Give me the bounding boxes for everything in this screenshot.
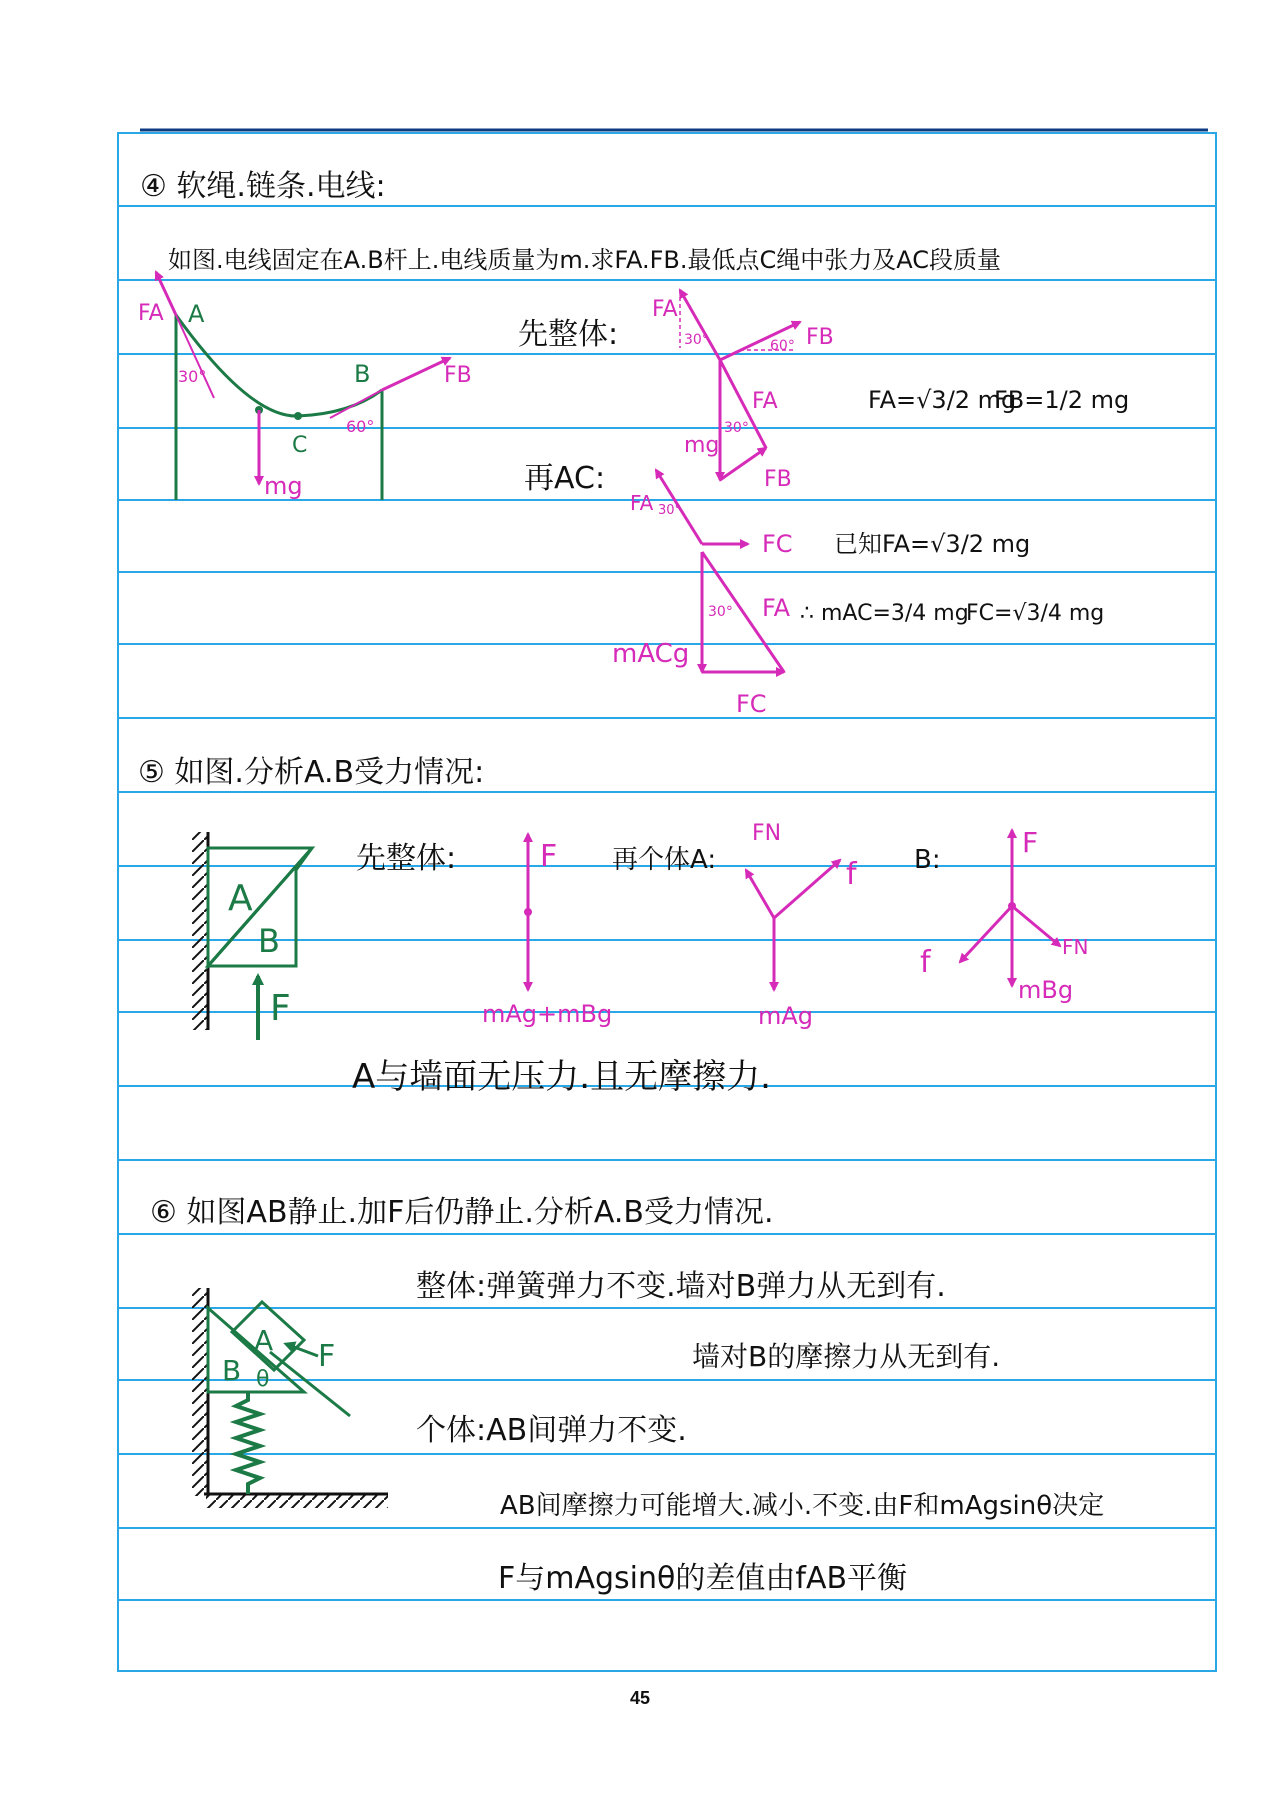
label-a: A (188, 300, 205, 328)
s4-result-fb: FB=1/2 mg (994, 386, 1130, 414)
s6-line1: 整体:弹簧弹力不变.墙对B弹力从无到有. (416, 1269, 946, 1304)
s4-ac-diagram (612, 470, 793, 718)
s6-figure (192, 1288, 388, 1508)
svg-text:FN: FN (752, 821, 782, 846)
arrow-fb (382, 358, 450, 390)
s5-B-diagram (920, 826, 1088, 1004)
s4-known: 已知FA=√3/2 mg (834, 530, 1031, 558)
svg-text:FC: FC (762, 530, 793, 558)
svg-text:B: B (258, 922, 280, 960)
s6-line3: 个体:AB间弹力不变. (416, 1413, 687, 1448)
s5-conclusion: A与墙面无压力.且无摩擦力. (352, 1057, 771, 1097)
s6-line4: AB间摩擦力可能增大.减小.不变.由F和mAgsinθ决定 (500, 1491, 1105, 1521)
label-60: 60° (346, 417, 375, 436)
svg-text:B: B (222, 1354, 242, 1387)
svg-text:FB: FB (764, 467, 792, 492)
s4-result-mac: ∴ mAC=3/4 mg (800, 601, 969, 626)
svg-text:FC: FC (736, 690, 767, 718)
svg-text:FA: FA (652, 297, 678, 322)
svg-text:F: F (1022, 826, 1039, 859)
s5-figure (192, 832, 312, 1040)
svg-text:FA: FA (752, 389, 778, 414)
s4-whole-label: 先整体: (518, 317, 619, 352)
tangent-b (330, 390, 382, 418)
svg-text:f: f (920, 945, 931, 980)
svg-text:30°: 30° (708, 604, 733, 620)
s4-heading: ④ 软绳.链条.电线: (140, 169, 386, 204)
point-c (294, 412, 302, 420)
svg-text:30°: 30° (724, 420, 749, 436)
s6-line2: 墙对B的摩擦力从无到有. (692, 1340, 1001, 1373)
s4-result-fa: FA=√3/2 mg (868, 386, 1017, 414)
svg-text:f: f (846, 857, 857, 892)
svg-text:A: A (228, 878, 253, 919)
label-fa: FA (138, 301, 164, 326)
s4-result-fc: FC=√3/4 mg (966, 601, 1105, 626)
svg-text:60°: 60° (770, 338, 795, 354)
s5-B-label: B: (914, 845, 941, 875)
page-number: 45 (629, 1688, 651, 1708)
s4-problem: 如图.电线固定在A.B杆上.电线质量为m.求FA.FB.最低点C绳中张力及AC段质量 (168, 246, 1001, 274)
cable-curve (176, 315, 382, 416)
svg-text:FA: FA (630, 491, 654, 515)
label-b: B (354, 360, 371, 388)
svg-text:mg: mg (684, 433, 720, 458)
svg-text:FN: FN (1062, 935, 1089, 959)
svg-text:F: F (540, 839, 558, 874)
svg-text:FB: FB (806, 325, 834, 350)
s4-ac-label: 再AC: (524, 461, 606, 496)
svg-text:FA: FA (762, 594, 791, 622)
s4-whole-diagram (652, 290, 834, 492)
svg-text:A: A (254, 1324, 274, 1357)
s5-whole-label: 先整体: (356, 841, 457, 876)
s4-cable-figure (138, 272, 472, 500)
svg-text:mAg: mAg (758, 1002, 814, 1030)
s6-line5: F与mAgsinθ的差值由fAB平衡 (498, 1561, 908, 1596)
s5-whole-diagram (482, 834, 612, 1028)
svg-text:mBg: mBg (1018, 976, 1074, 1004)
s6-heading: ⑥ 如图AB静止.加F后仍静止.分析A.B受力情况. (150, 1195, 774, 1230)
s5-indivA-label: 再个体A: (612, 845, 717, 875)
svg-text:mACg: mACg (612, 639, 690, 669)
label-30: 30° (178, 367, 207, 386)
svg-text:θ: θ (256, 1367, 270, 1392)
svg-text:mAg+mBg: mAg+mBg (482, 1000, 613, 1028)
label-fb: FB (444, 363, 472, 388)
svg-text:30°: 30° (658, 503, 682, 518)
label-mg: mg (264, 472, 303, 500)
s5-heading: ⑤ 如图.分析A.B受力情况: (138, 755, 485, 790)
svg-text:30°: 30° (684, 332, 709, 348)
svg-text:F: F (318, 1339, 336, 1374)
svg-text:F: F (270, 988, 291, 1029)
s5-A-diagram (746, 821, 858, 1030)
label-c: C (292, 433, 308, 458)
